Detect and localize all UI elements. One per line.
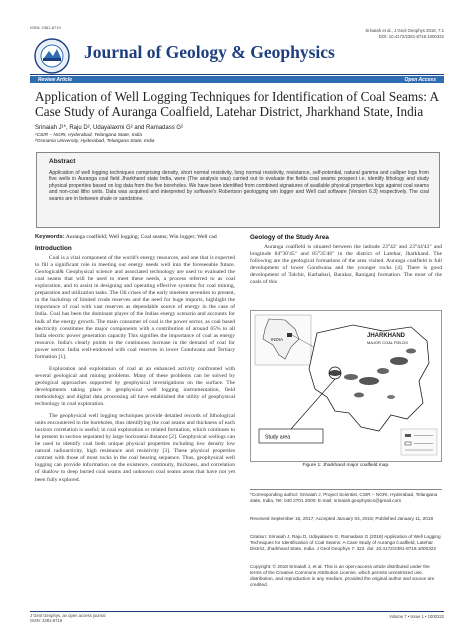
right-column (250, 234, 442, 291)
study-area-label: Study area (265, 434, 291, 441)
issn-top: ISSN: 2381-8719 (30, 25, 61, 30)
citation-note: Citation: Srinaiah J, Raju D, Udayalaxmi G, Ramadass G (2018) Application of Well Logging Techniques for Identification of Coal Seams: A Case Study of Auranga Coalfield, Latehar District, Jharkhand State, India. J Geol Geophys 7: 322. doi: 10.4172/2381-8719.1000322 (250, 534, 441, 551)
citation-header (365, 28, 444, 40)
footer-divider (30, 611, 444, 612)
article-type-label: Review Article (38, 76, 72, 83)
footer-issn: ISSN: 2381-8719 (30, 618, 63, 624)
received-dates: Received September 15, 2017; Accepted January 04, 2018; Published January 11, 2018 (250, 516, 434, 521)
figure-1-map (250, 310, 442, 462)
footer-journal: J Geol Geophys, an open access journal (30, 613, 106, 618)
footer-volume: Volume 7 • Issue 1 • 1000322 (389, 614, 444, 619)
affiliations (35, 133, 154, 145)
figure-caption: Figure 1: Jharkhand major coalfield map. (302, 463, 390, 468)
authors: Srinaiah J¹*, Raju D², Udayalaxmi G² and Ramadass G² (35, 125, 184, 131)
keywords-label: Keywords: (35, 234, 65, 240)
introduction-heading: Introduction (35, 245, 72, 253)
keywords-text: Auranga coalfield; Well logging; Coal seams; Win logger; Well cad (65, 234, 217, 240)
abstract-heading: Abstract (49, 158, 76, 165)
article-title: Application of Well Logging Techniques for Identification of Coal Seams: A Case Study of Auranga Coalfield, Latehar District, Jharkhand State, India (35, 89, 439, 119)
corresponding-author: *Corresponding author: Srinaiah J, Project Scientist, CSIR – NGRI, Hyderabad, Telangana state, India, Tel: 040 2701 2000; E-mail: srinaiah.geophysics@gmail.com (250, 492, 438, 503)
intro-paragraph-1: Coal is a vital component of the world's energy resources, and one that is expected to fill a significant role in meeting our energy needs well into the foreseeable future. Geological& Geophysical science and associated technology are used to evaluated the coal seams that will be used to meet these needs, a process referred to as coal exploration, and to assist in designing and operating effective systems for coal mining, preparation and utilization tasks. The Oil crises of the early nineteen seventies to present, in the backdrop of limited crude reserves and the need for huge imports, highlight the importance of coal with vast reserves as dependable source of energy in the case of India. Coal has been the dominant player of the Indias energy scenario and accounts for bulk of the energy growth. The main consumer of coal is the power sector, as coal based electricity constitutes the major components with a contribution of around 65% to all India electric power generation capacity This signifies the importance of coal as energy resource. India's clearly points to the continuous increase in the demand of coal for power sector. India well-endowed with coal reserves in lower Gondwana and Tertiary formation [1]. (35, 255, 235, 360)
affiliation-1: ¹CSIR – NGRI, Hyderabad, Telangana State, India (35, 133, 143, 138)
geology-heading: Geology of the Study Area (250, 234, 329, 241)
abstract-box (36, 152, 440, 228)
copyright-note: Copyright: © 2018 Srinaiah J, et al. This is an open-access article distributed under the terms of the Creative Commons Attribution License, which permits unrestricted use, distribution, and reproduction in any medium, provided the original author and source are credited. (250, 564, 435, 587)
jharkhand-subtitle: MAJOR COAL FIELDS (367, 340, 408, 345)
doi-line[interactable]: DOI: 10.4172/2381-8719.1000322 (378, 33, 444, 39)
jharkhand-label: JHARKHAND (367, 333, 406, 339)
citation-line-1: Srinaiah et al., J Geol Geophys 2018, 7:1 (365, 28, 444, 33)
footer-left (30, 613, 105, 623)
keywords (35, 234, 235, 241)
journal-logo-icon (30, 36, 76, 76)
open-access-label: Open Access (404, 76, 436, 83)
abstract-text: Application of well logging techniques comprising density, short normal resistivity, long normal resistivity, resistance, self-potential, natural gamma and calliper logs from five wells in Auranga coal field Jharkhand state India, were (The analysis was) carried out to evaluate the fields coal seams prospect i.e. identify lithology and study physical properties based on log data from the five boreholes. We have been identified from combined signatures of available physical properties logs against coal seams and non-coal litho units. Data was acquired and interpreted by software's Robertson geologging win logger and Well cad software (Version 6.3) respectively. The coal seams are in between shale or sandstone. (49, 170, 429, 202)
jharkhand-map-graphic (251, 311, 443, 463)
footnote-divider (250, 489, 442, 490)
article-type-bar (30, 76, 444, 83)
geology-paragraph-1: Auranga coalfield is situated between the latitude 23°42' and 23°44'43" and longitude 84°30'45" and 85°35'46" in the district of Latehar, Jharkhand. The following are the geological formations of the area visited. Auranga coalfield is full development of lower Gondwana and the younger rocks [4]. There is good development of Talchir, Karhabari, Barakar, Raniganj formation. The most of the coals of this (250, 244, 442, 286)
header-divider (30, 74, 444, 75)
india-label: INDIA (271, 337, 284, 342)
intro-paragraph-3: The geophysical well logging techniques provide detailed records of lithological units encountered in the boreholes, thus identifying the coal seams and thickness of each horizon correlation is useful; in coal exploration or related formation, which continues to be present in section separated by large horizontal distance [2]. Geophysical wellogs can be used to identify coal beds unique physical properties including low density low natural radioactivity, high resistance and resistivity [3]. These physical properties contrast with those of most rocks in the coal bearing sequence. Thus, geophysical well logging can provide information on the existence, continuity, thickness, and correlation of shallow to deep buried coal seams and unknown coal seams areas that have not yet been fully explored. (35, 413, 235, 483)
journal-title: Journal of Geology & Geophysics (84, 42, 335, 62)
intro-paragraph-2: Exploration and exploitation of coal at an enhanced activity confronted with several geological and mining problems. Many of these problems can be solved by geological approaches supported by geophysical investigations on the surface. The developments taking place in geophysical well logging instrumentation, field methodology and digital data processing all have established the utility of geophysical technology in coal exploration. (35, 365, 235, 408)
affiliation-2: ²Osmania University, Hyderabad, Telangana State, India (35, 139, 155, 145)
left-column (35, 234, 235, 489)
